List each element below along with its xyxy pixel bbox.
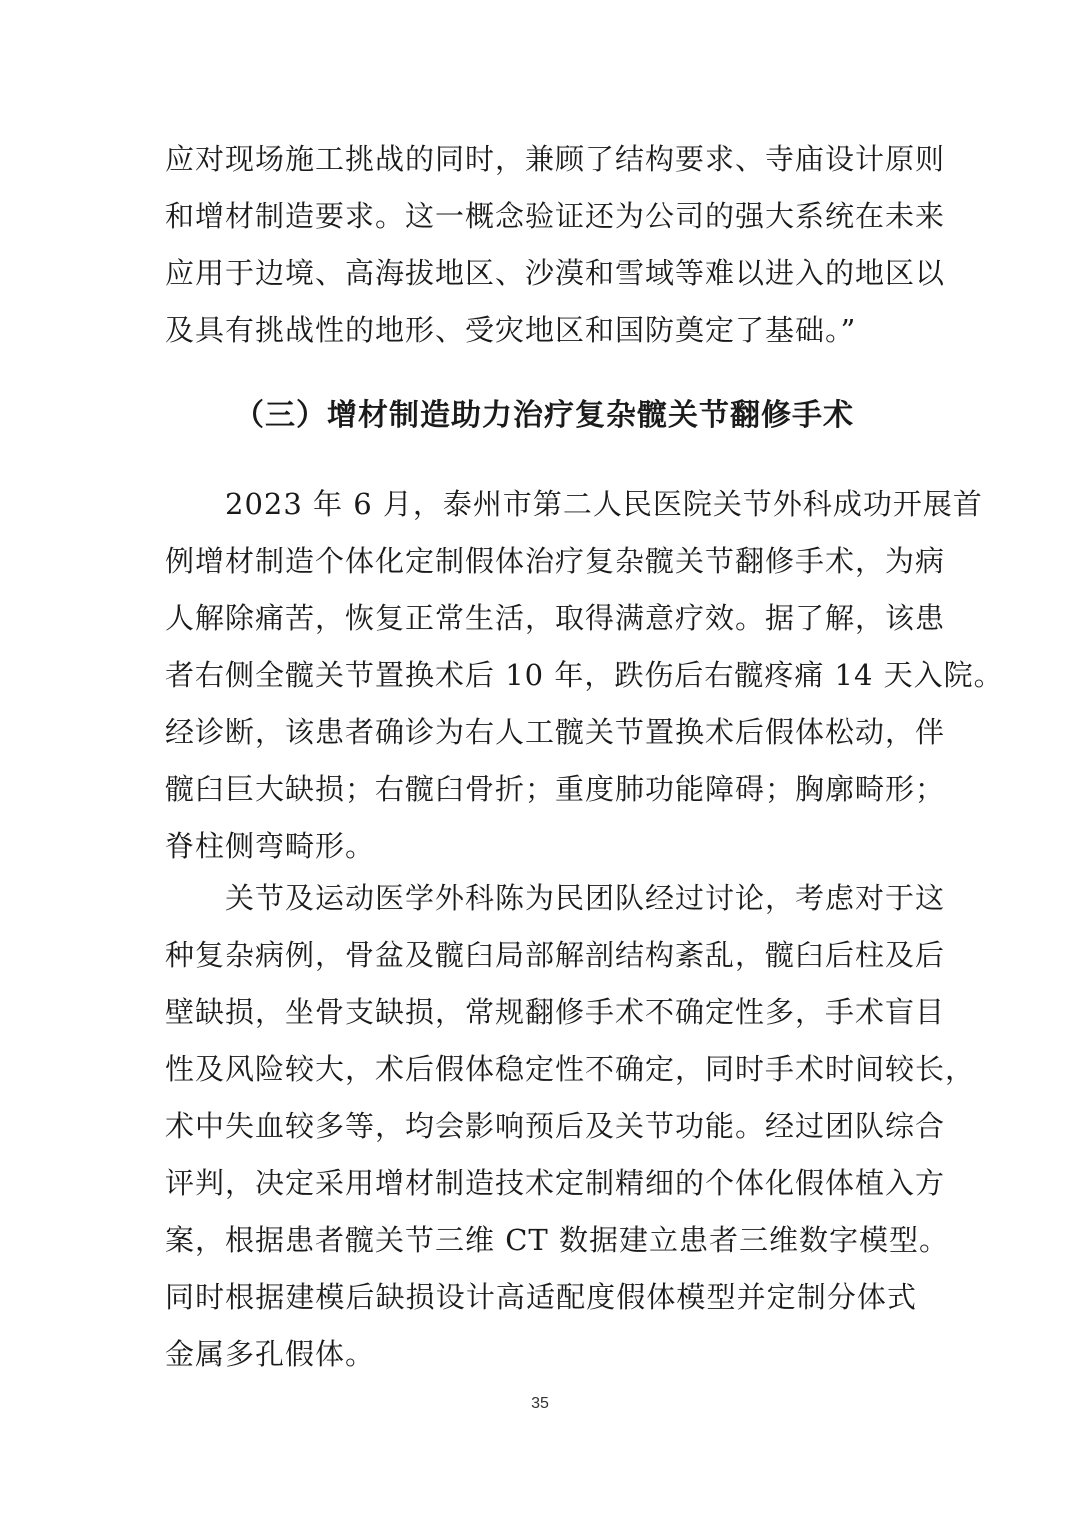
- paragraph-1: [165, 131, 946, 359]
- paragraph-line: 人解除痛苦，恢复正常生活，取得满意疗效。据了解，该患: [165, 601, 946, 635]
- paragraph-line: 壁缺损，坐骨支缺损，常规翻修手术不确定性多，手术盲目: [165, 995, 946, 1029]
- paragraph-line: 术中失血较多等，均会影响预后及关节功能。经过团队综合: [165, 1109, 946, 1143]
- paragraph-2: [165, 476, 1004, 875]
- paragraph-line: 例增材制造个体化定制假体治疗复杂髋关节翻修手术，为病: [165, 544, 946, 578]
- paragraph-line: 关节及运动医学外科陈为民团队经过讨论，考虑对于这: [225, 881, 946, 915]
- paragraph-line: 脊柱侧弯畸形。: [165, 829, 376, 863]
- paragraph-line: 者右侧全髋关节置换术后 10 年，跌伤后右髋疼痛 14 天入院。: [165, 658, 1004, 692]
- section-heading: （三）增材制造助力治疗复杂髋关节翻修手术: [234, 398, 854, 433]
- page-number: 35: [531, 1395, 549, 1412]
- paragraph-line: 应对现场施工挑战的同时，兼顾了结构要求、寺庙设计原则: [165, 142, 946, 176]
- paragraph-line: 评判，决定采用增材制造技术定制精细的个体化假体植入方: [165, 1166, 946, 1200]
- paragraph-line: 金属多孔假体。: [165, 1337, 376, 1371]
- paragraph-3: [165, 870, 976, 1383]
- paragraph-line: 及具有挑战性的地形、受灾地区和国防奠定了基础。”: [165, 313, 857, 347]
- paragraph-line: 经诊断，该患者确诊为右人工髋关节置换术后假体松动，伴: [165, 715, 946, 749]
- paragraph-line: 性及风险较大，术后假体稳定性不确定，同时手术时间较长，: [165, 1052, 976, 1086]
- paragraph-line: 种复杂病例，骨盆及髋臼局部解剖结构紊乱，髋臼后柱及后: [165, 938, 946, 972]
- paragraph-line: 案，根据患者髋关节三维 CT 数据建立患者三维数字模型。: [165, 1223, 949, 1257]
- paragraph-line: 应用于边境、高海拔地区、沙漠和雪域等难以进入的地区以: [165, 256, 946, 290]
- paragraph-line: 髋臼巨大缺损；右髋臼骨折；重度肺功能障碍；胸廓畸形；: [165, 772, 946, 806]
- paragraph-line: 2023 年 6 月，泰州市第二人民医院关节外科成功开展首: [225, 487, 983, 521]
- paragraph-line: 同时根据建模后缺损设计高适配度假体模型并定制分体式: [165, 1280, 917, 1314]
- paragraph-line: 和增材制造要求。这一概念验证还为公司的强大系统在未来: [165, 199, 946, 233]
